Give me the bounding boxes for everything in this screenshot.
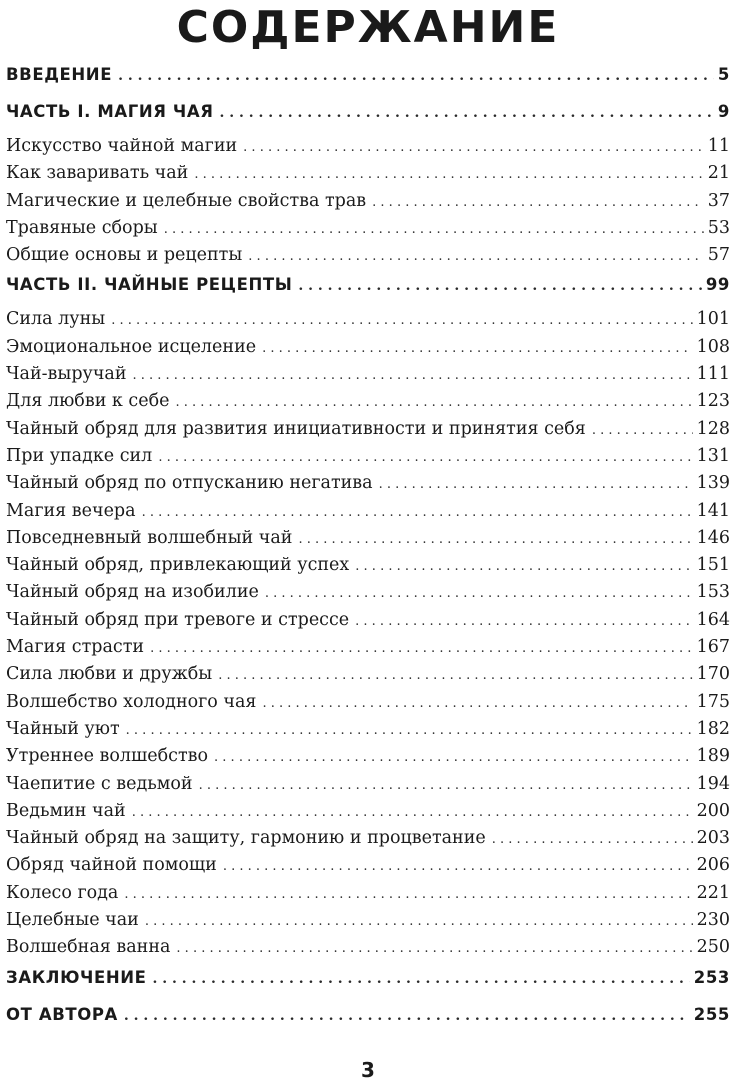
toc-entry-title: Как заваривать чай (6, 163, 189, 184)
toc-entry[interactable] (6, 719, 730, 746)
dot-leader (243, 140, 704, 155)
dot-leader (118, 68, 714, 84)
toc-entry-title: ЧАСТЬ I. МАГИЯ ЧАЯ (6, 102, 214, 121)
toc-entry[interactable] (6, 582, 730, 609)
dot-leader (145, 914, 693, 929)
toc-entry-title: Общие основы и рецепты (6, 245, 243, 266)
dot-leader (379, 477, 693, 492)
toc-entry-title: Магия страсти (6, 637, 145, 658)
toc-entry-page: 153 (696, 582, 730, 603)
toc-entry[interactable] (6, 419, 730, 446)
toc-entry-page: 200 (696, 800, 730, 821)
toc-entry-page: 141 (696, 500, 730, 521)
toc-entry-page: 99 (705, 275, 730, 295)
toc-entry-page: 139 (696, 473, 730, 494)
dot-leader (158, 450, 692, 465)
toc-entry[interactable] (6, 774, 730, 801)
table-of-contents (6, 62, 730, 1039)
toc-entry[interactable] (6, 473, 730, 500)
toc-entry[interactable] (6, 446, 730, 473)
toc-entry-title: Обряд чайной помощи (6, 855, 217, 876)
toc-section-entry[interactable] (6, 1002, 730, 1039)
toc-entry-title: Чайный уют (6, 718, 120, 739)
toc-entry-page: 182 (696, 718, 730, 739)
toc-entry-title: Травяные сборы (6, 217, 158, 238)
dot-leader (262, 696, 692, 711)
toc-entry-page: 11 (707, 136, 730, 156)
toc-entry[interactable] (6, 218, 730, 245)
dot-leader (220, 105, 714, 121)
dot-leader (262, 341, 693, 356)
dot-leader (150, 641, 693, 656)
toc-entry[interactable] (6, 337, 730, 364)
toc-entry-title: ЗАКЛЮЧЕНИЕ (6, 967, 147, 987)
toc-entry-title: Чайный обряд для развития инициативности и принятия себя (6, 418, 586, 439)
toc-entry[interactable] (6, 309, 730, 336)
toc-entry-page: 37 (707, 190, 730, 211)
toc-entry-title: Чайный обряд на изобилие (6, 582, 259, 603)
page-title: СОДЕРЖАНИЕ (176, 2, 560, 53)
dot-leader (214, 750, 693, 765)
toc-entry-page: 128 (696, 418, 730, 439)
toc-entry-page: 9 (717, 102, 730, 121)
dot-leader (298, 532, 692, 547)
toc-entry[interactable] (6, 664, 730, 691)
toc-entry[interactable] (6, 245, 730, 272)
toc-entry-title: Магия вечера (6, 500, 136, 521)
toc-entry-page: 230 (696, 910, 730, 931)
toc-entry[interactable] (6, 136, 730, 163)
dot-leader (194, 167, 703, 182)
toc-entry-title: Чайный обряд на защиту, гармонию и процветание (6, 828, 486, 849)
dot-leader (218, 668, 692, 683)
toc-section-entry[interactable] (6, 272, 730, 309)
dot-leader (298, 278, 701, 294)
toc-entry-title: Чайный обряд по отпусканию негатива (6, 473, 373, 494)
toc-entry-title: ВВЕДЕНИЕ (6, 65, 113, 84)
dot-leader (126, 723, 693, 738)
toc-entry-title: Волшебство холодного чая (6, 691, 257, 712)
dot-leader (492, 832, 693, 847)
toc-entry[interactable] (6, 883, 730, 910)
toc-entry-title: Ведьмин чай (6, 800, 126, 821)
dot-leader (164, 222, 704, 237)
toc-entry-page: 21 (707, 163, 730, 184)
toc-entry[interactable] (6, 610, 730, 637)
toc-entry-title: Эмоциональное исцеление (6, 336, 257, 357)
toc-entry-title: Магические и целебные свойства трав (6, 190, 367, 211)
toc-entry-page: 101 (696, 309, 730, 330)
toc-entry[interactable] (6, 855, 730, 882)
dot-leader (153, 971, 690, 987)
toc-entry-title: Сила луны (6, 309, 106, 330)
page-number: 3 (361, 1058, 375, 1082)
toc-entry[interactable] (6, 501, 730, 528)
toc-entry-title: ОТ АВТОРА (6, 1004, 118, 1024)
toc-entry-page: 250 (696, 937, 730, 958)
toc-entry-page: 53 (707, 217, 730, 238)
dot-leader (355, 559, 692, 574)
toc-entry[interactable] (6, 191, 730, 218)
toc-entry-title: Чай-выручай (6, 364, 127, 385)
toc-entry[interactable] (6, 801, 730, 828)
toc-entry-title: Чаепитие с ведьмой (6, 773, 193, 794)
toc-entry-page: 170 (696, 664, 730, 685)
toc-entry-page: 5 (717, 65, 730, 84)
toc-entry-page: 151 (696, 555, 730, 576)
toc-entry-page: 203 (696, 828, 730, 849)
dot-leader (355, 614, 692, 629)
toc-entry-title: Сила любви и дружбы (6, 664, 213, 685)
dot-leader (223, 859, 693, 874)
dot-leader (124, 1008, 690, 1024)
dot-leader (124, 887, 692, 902)
toc-entry-page: 123 (696, 391, 730, 412)
toc-entry-title: Повседневный волшебный чай (6, 527, 293, 548)
toc-entry-page: 111 (696, 364, 730, 385)
toc-entry[interactable] (6, 528, 730, 555)
toc-entry[interactable] (6, 555, 730, 582)
toc-entry[interactable] (6, 391, 730, 418)
toc-entry[interactable] (6, 746, 730, 773)
dot-leader (265, 586, 693, 601)
toc-entry-title: Чайный обряд, привлекающий успех (6, 555, 350, 576)
toc-entry-page: 146 (696, 527, 730, 548)
dot-leader (132, 368, 692, 383)
toc-section-entry[interactable] (6, 99, 730, 136)
toc-entry-page: 164 (696, 609, 730, 630)
toc-entry-page: 253 (693, 967, 730, 987)
toc-entry-title: При упадке сил (6, 445, 153, 466)
dot-leader (111, 313, 692, 328)
dot-leader (142, 505, 693, 520)
toc-entry[interactable] (6, 692, 730, 719)
toc-entry-title: Утреннее волшебство (6, 746, 209, 767)
toc-entry-page: 255 (693, 1004, 730, 1024)
dot-leader (199, 778, 693, 793)
toc-entry-page: 108 (696, 336, 730, 357)
dot-leader (176, 941, 692, 956)
toc-entry[interactable] (6, 163, 730, 190)
dot-leader (248, 249, 703, 264)
toc-entry-title: Колесо года (6, 882, 119, 903)
toc-entry-page: 175 (696, 691, 730, 712)
toc-entry-title: Для любви к себе (6, 391, 170, 412)
toc-entry-title: Целебные чаи (6, 910, 139, 931)
toc-entry-page: 57 (707, 245, 730, 266)
toc-section-entry[interactable] (6, 62, 730, 99)
toc-entry-title: Искусство чайной магии (6, 136, 238, 156)
toc-entry-title: Чайный обряд при тревоге и стрессе (6, 609, 350, 630)
toc-entry-page: 189 (696, 746, 730, 767)
toc-entry-title: ЧАСТЬ II. ЧАЙНЫЕ РЕЦЕПТЫ (6, 275, 293, 295)
toc-entry[interactable] (6, 937, 730, 964)
dot-leader (132, 805, 693, 820)
toc-entry-page: 221 (696, 882, 730, 903)
dot-leader (175, 395, 692, 410)
toc-entry[interactable] (6, 910, 730, 937)
toc-entry-page: 194 (696, 773, 730, 794)
toc-entry-page: 131 (696, 445, 730, 466)
dot-leader (592, 423, 693, 438)
toc-entry-page: 206 (696, 855, 730, 876)
dot-leader (372, 195, 704, 210)
toc-entry[interactable] (6, 637, 730, 664)
toc-entry[interactable] (6, 828, 730, 855)
toc-section-entry[interactable] (6, 965, 730, 1002)
toc-entry-page: 167 (696, 637, 730, 658)
toc-entry-title: Волшебная ванна (6, 937, 171, 958)
toc-entry[interactable] (6, 364, 730, 391)
